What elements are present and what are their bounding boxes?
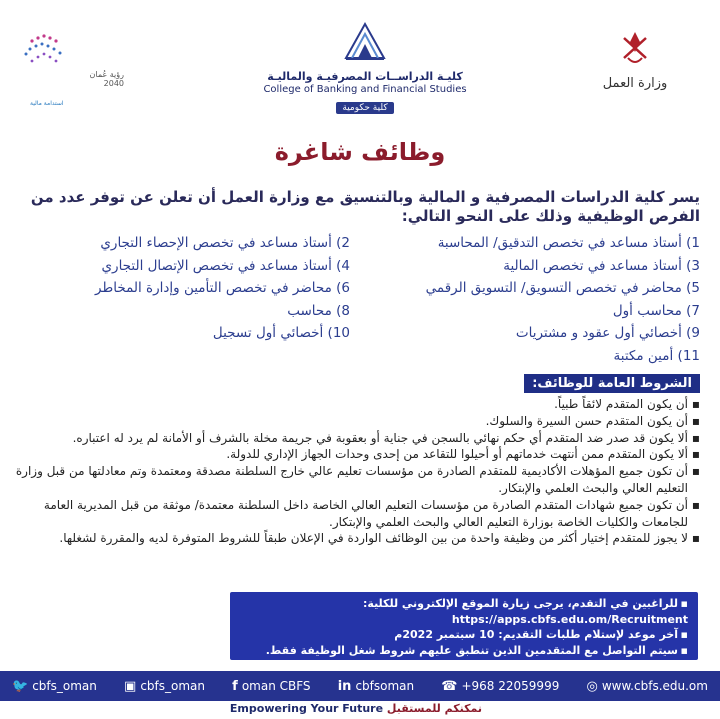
phone-icon: ☎ bbox=[441, 678, 458, 694]
job-item: 4) أستاذ مساعد في تخصص الإتصال التجاري bbox=[101, 257, 350, 274]
tagline-arabic: نمكنكم للمستقبل bbox=[386, 702, 483, 715]
instagram-icon: ▣ bbox=[124, 678, 137, 694]
vision-dots-icon bbox=[14, 30, 74, 80]
globe-icon: ◎ bbox=[586, 678, 598, 694]
facebook-link[interactable] bbox=[232, 679, 310, 694]
job-item: 6) محاضر في تخصص التأمين وإدارة المخاطر bbox=[95, 280, 350, 296]
condition-item: ▪ أن يكون المتقدم لائقاً طبياً. bbox=[15, 396, 700, 413]
condition-item: ▪ أن يكون المتقدم حسن السيرة والسلوك. bbox=[15, 413, 700, 430]
twitter-icon: 🐦 bbox=[12, 678, 29, 694]
college-emblem-icon bbox=[342, 18, 388, 64]
ministry-of-labour-logo bbox=[590, 28, 680, 91]
instagram-handle: cbfs_oman bbox=[140, 679, 206, 693]
condition-item: ▪ لا يجوز للمتقدم إختيار أكثر من وظيفة واحدة من بين الوظائف الواردة في الإعلان طبقاً للشروط المتوفرة لديه والمقررة لشغلها. bbox=[15, 530, 700, 547]
conditions-heading: الشروط العامة للوظائف: bbox=[524, 374, 700, 393]
vision-subtitle: استدامة مالية bbox=[30, 100, 64, 107]
conditions-list bbox=[15, 396, 700, 547]
condition-item: ▪ ألا يكون قد صدر ضد المتقدم أي حكم نهائي بالسجن في جناية أو بعقوبة في جريمة مخلة بالشرف أو الأمانة لم يرد له اعتباره. bbox=[15, 430, 700, 447]
oman-emblem-icon bbox=[618, 28, 652, 68]
recruitment-link[interactable]: https://apps.cbfs.edu.om/Recruitment bbox=[451, 612, 688, 626]
college-name-arabic: كليـة الدراســات المصرفيـة والماليـة bbox=[267, 70, 463, 83]
condition-item: ▪ أن تكون جميع المؤهلات الأكاديمية للمتقدم الصادرة من مؤسسات تعليم عالي خارج السلطنة مصدقة ومعتمدة وتم معادلتها من قبل وزارة التعليم العالي والبحث العلمي والإبتكار. bbox=[15, 463, 700, 497]
tagline-english: Empowering Your Future bbox=[229, 702, 384, 715]
job-item: 2) أستاذ مساعد في تخصص الإحصاء التجاري bbox=[100, 235, 350, 251]
vision-2040-logo bbox=[14, 30, 124, 107]
application-info-box bbox=[230, 592, 698, 660]
facebook-icon: f bbox=[232, 678, 238, 694]
condition-item: ▪ ألا يكون المتقدم ممن أنتهت خدماتهم أو أحيلوا للتقاعد من إحدى وحدات الجهاز الإداري للدولة. bbox=[15, 446, 700, 463]
website-link[interactable] bbox=[587, 679, 708, 694]
instagram-link[interactable] bbox=[124, 679, 205, 694]
phone-number: +968 22059999 bbox=[461, 679, 560, 693]
social-footer bbox=[0, 671, 720, 701]
linkedin-handle: cbfsoman bbox=[355, 679, 415, 693]
condition-item: ▪ أن تكون جميع شهادات المتقدم الصادرة من مؤسسات التعليم العالي الخاصة داخل السلطنة معتمدة/ موثقة من قبل المديرية العامة للجامعات والكليات الخاصة بوزارة التعليم العالي والبحث العلمي والإبتكار. bbox=[15, 497, 700, 531]
jobs-list bbox=[20, 232, 700, 367]
header bbox=[0, 0, 720, 120]
job-item: 9) أخصائي أول عقود و مشتريات bbox=[515, 325, 700, 341]
ministry-name: وزارة العمل bbox=[602, 76, 668, 91]
job-item: 5) محاضر في تخصص التسويق/ التسويق الرقمي bbox=[425, 280, 700, 296]
twitter-link[interactable] bbox=[12, 679, 97, 694]
college-logo bbox=[260, 18, 470, 114]
phone-link[interactable] bbox=[441, 679, 559, 694]
job-item: 11) أمين مكتبة bbox=[613, 347, 700, 364]
job-item: 10) أخصائي أول تسجيل bbox=[212, 325, 350, 341]
government-college-badge: كلية حكومية bbox=[336, 102, 393, 114]
job-item: 3) أستاذ مساعد في تخصص المالية bbox=[503, 257, 700, 274]
job-item: 8) محاسب bbox=[287, 302, 350, 319]
apply-instructions: ▪ للراغبين في التقدم، يرجى زيارة الموقع الإلكتروني للكلية: bbox=[240, 596, 688, 612]
contact-note: ▪ سيتم التواصل مع المتقدمين الذين تنطبق عليهم شروط شغل الوظيفة فقط. bbox=[240, 643, 688, 659]
page-title: وظائف شاغرة bbox=[274, 138, 446, 166]
linkedin-icon: in bbox=[337, 678, 352, 694]
linkedin-link[interactable] bbox=[338, 679, 414, 694]
college-name-english: College of Banking and Financial Studies bbox=[263, 84, 467, 95]
application-deadline: ▪ آخر موعد لإستلام طلبات التقديم: 10 سبتمبر 2022م bbox=[240, 627, 688, 643]
vision-title: رؤية عُمان 2040 bbox=[89, 70, 124, 88]
website-url: www.cbfs.edu.om bbox=[601, 679, 708, 693]
facebook-handle: oman CBFS bbox=[241, 679, 311, 693]
job-item: 7) محاسب أول bbox=[612, 302, 700, 319]
twitter-handle: cbfs_oman bbox=[32, 679, 97, 693]
tagline bbox=[0, 702, 720, 719]
intro-text: يسر كلية الدراسات المصرفية و المالية وبالتنسيق مع وزارة العمل أن تعلن عن توفر عدد من الفرص الوظيفية وذلك على النحو التالي: bbox=[30, 188, 700, 225]
job-item: 1) أستاذ مساعد في تخصص التدقيق/ المحاسبة bbox=[437, 235, 700, 251]
